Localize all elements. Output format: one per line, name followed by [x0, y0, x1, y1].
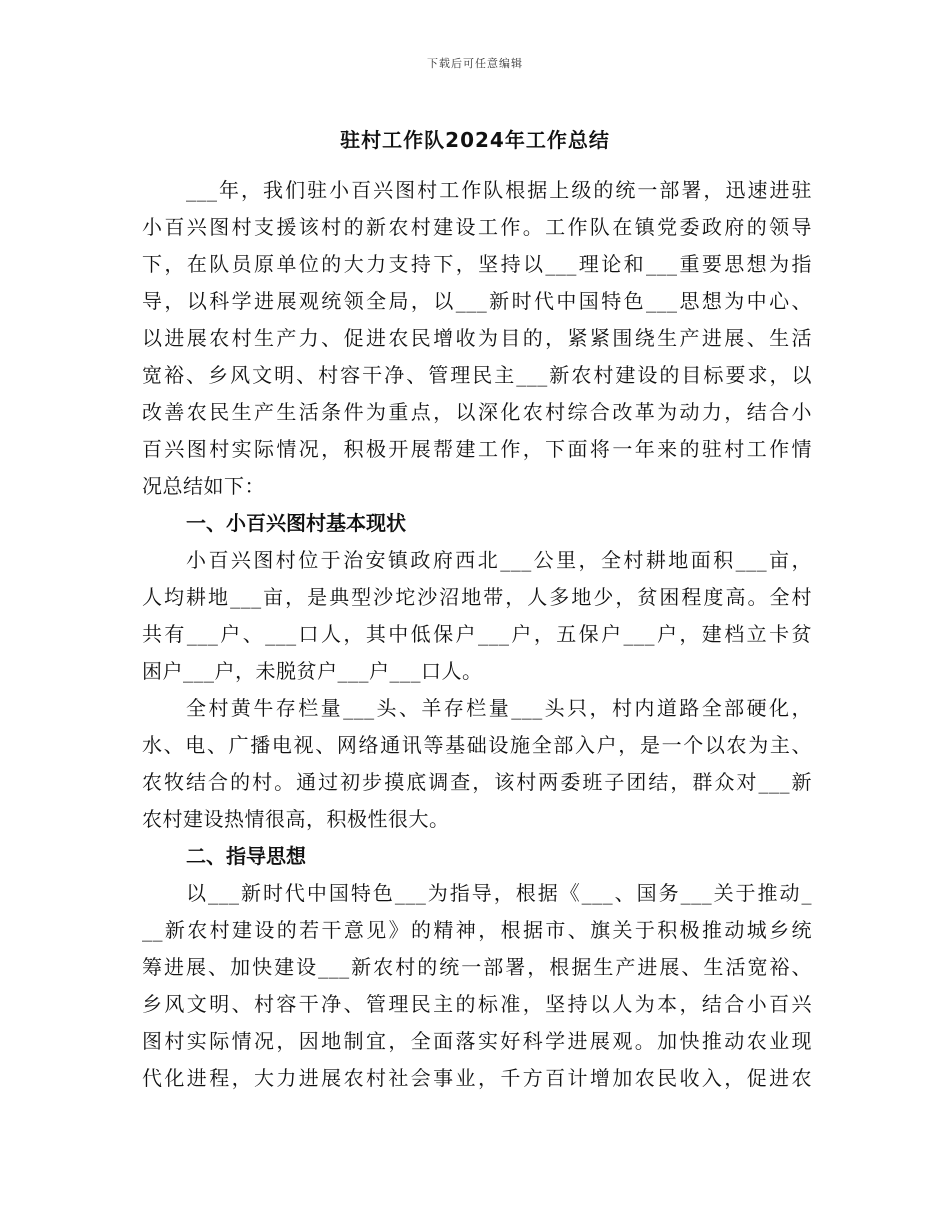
section1-paragraph2 [142, 690, 812, 838]
paragraph-line: 改善农民生产生活条件为重点，以深化农村综合改革为动力，结合小 [142, 400, 812, 424]
paragraph-line: 代化进程，大力进展农村社会事业，千方百计增加农民收入，促进农 [142, 1066, 812, 1090]
paragraph-line: 共有___户、___口人，其中低保户___户，五保户___户，建档立卡贫 [142, 622, 812, 646]
paragraph-line: 以进展农村生产力、促进农民增收为目的，紧紧围绕生产进展、生活 [142, 326, 812, 350]
section-heading-1: 一、小百兴图村基本现状 [186, 511, 406, 535]
header-note: 下载后可任意编辑 [427, 57, 523, 70]
paragraph-line: 人均耕地___亩，是典型沙坨沙沼地带，人多地少，贫困程度高。全村 [142, 585, 812, 609]
paragraph-line: 小百兴图村位于治安镇政府西北___公里，全村耕地面积___亩， [186, 548, 812, 572]
paragraph-line: 全村黄牛存栏量___头、羊存栏量___头只，村内道路全部硬化， [186, 696, 812, 720]
paragraph-line: 困户___户，未脱贫户___户___口人。 [142, 659, 483, 683]
paragraph-line: ___年，我们驻小百兴图村工作队根据上级的统一部署，迅速进驻 [186, 178, 812, 202]
paragraph-line: __新农村建设的若干意见》的精神，根据市、旗关于积极推动城乡统 [142, 918, 812, 942]
paragraph-line: 小百兴图村支援该村的新农村建设工作。工作队在镇党委政府的领导 [142, 215, 812, 239]
paragraph-line: 下，在队员原单位的大力支持下，坚持以___理论和___重要思想为指 [142, 252, 812, 276]
paragraph-line: 导，以科学进展观统领全局，以___新时代中国特色___思想为中心、 [142, 289, 812, 313]
paragraph-line: 水、电、广播电视、网络通讯等基础设施全部入户，是一个以农为主、 [142, 733, 812, 757]
document-title: 驻村工作队2024年工作总结 [340, 128, 610, 152]
intro-paragraph [142, 172, 812, 505]
paragraph-line: 宽裕、乡风文明、村容干净、管理民主___新农村建设的目标要求，以 [142, 363, 812, 387]
document-body [142, 172, 812, 1097]
paragraph-line: 筹进展、加快建设___新农村的统一部署，根据生产进展、生活宽裕、 [142, 955, 812, 979]
paragraph-line: 以___新时代中国特色___为指导，根据《___、国务___关于推动_ [186, 881, 812, 905]
section-heading-2: 二、指导思想 [186, 844, 306, 868]
paragraph-line: 图村实际情况，因地制宜，全面落实好科学进展观。加快推动农业现 [142, 1029, 812, 1053]
paragraph-line: 百兴图村实际情况，积极开展帮建工作，下面将一年来的驻村工作情 [142, 437, 812, 461]
section1-paragraph1 [142, 542, 812, 690]
paragraph-line: 乡风文明、村容干净、管理民主的标准，坚持以人为本，结合小百兴 [142, 992, 812, 1016]
paragraph-line: 农牧结合的村。通过初步摸底调查，该村两委班子团结，群众对___新 [142, 770, 812, 794]
paragraph-line: 况总结如下： [142, 474, 265, 498]
section2-paragraph1 [142, 875, 812, 1097]
paragraph-line: 农村建设热情很高，积极性很大。 [142, 807, 450, 831]
